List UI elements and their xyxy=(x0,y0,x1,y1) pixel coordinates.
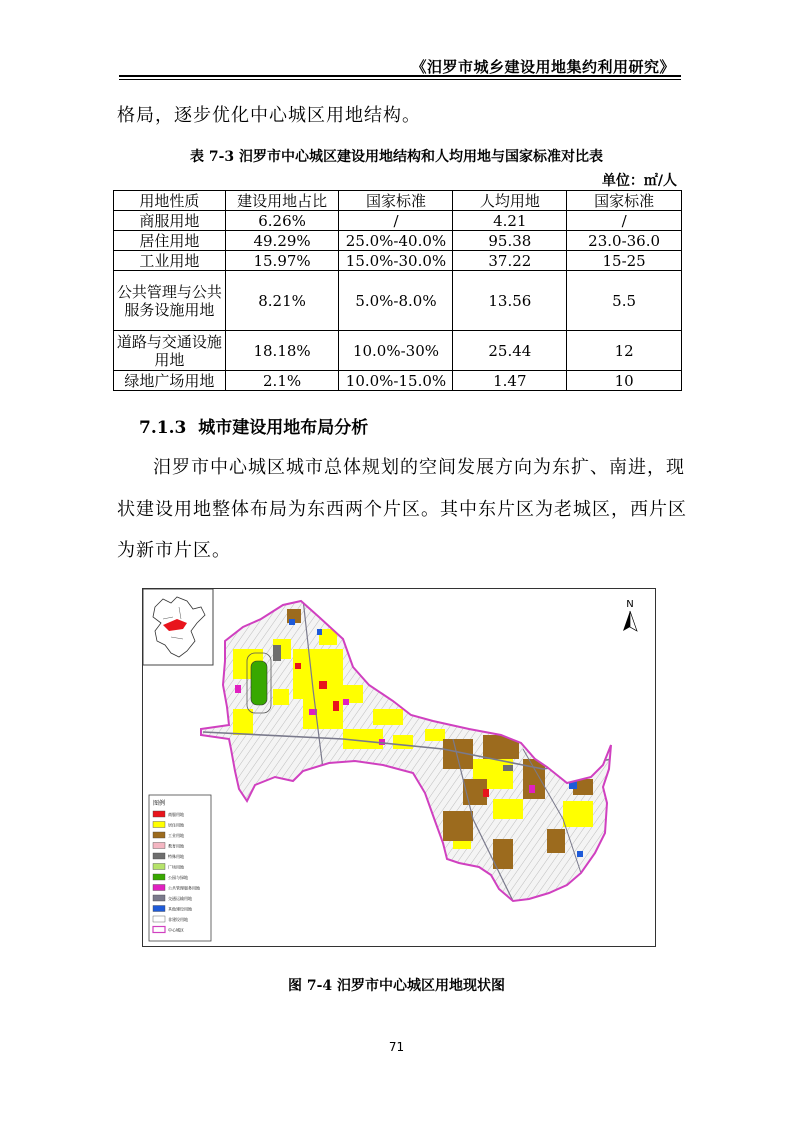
legend-label: 商服用地 xyxy=(168,812,184,817)
table-cell: 居住用地 xyxy=(114,231,226,251)
page-number: 71 xyxy=(388,1040,405,1054)
legend-swatch xyxy=(153,874,165,880)
legend-swatch xyxy=(153,864,165,870)
legend-swatch xyxy=(153,822,165,828)
table-cell: 18.18% xyxy=(225,331,339,371)
table-header-cell: 用地性质 xyxy=(114,191,226,211)
table-cell: 5.0%-8.0% xyxy=(339,271,453,331)
north-label: N xyxy=(626,599,634,610)
land-use-map xyxy=(143,589,655,946)
legend-label: 中心城区 xyxy=(168,927,184,933)
legend-swatch xyxy=(153,832,165,838)
table-cell: 10.0%-15.0% xyxy=(339,371,453,391)
table-row xyxy=(114,371,682,391)
legend-swatch xyxy=(153,853,165,859)
table-cell: 49.29% xyxy=(225,231,339,251)
table-cell: 6.26% xyxy=(225,211,339,231)
legend-label: 工业用地 xyxy=(168,833,184,838)
table-cell: 商服用地 xyxy=(114,211,226,231)
table-cell: 25.44 xyxy=(453,331,567,371)
section-title: 城市建设用地布局分析 xyxy=(198,418,369,438)
table-cell: 37.22 xyxy=(453,251,567,271)
table-cell: 4.21 xyxy=(453,211,567,231)
table-row xyxy=(114,331,682,371)
header-rule-thick xyxy=(119,75,681,77)
table-cell: 绿地广场用地 xyxy=(114,371,226,391)
legend-swatch xyxy=(153,906,165,912)
table-header-cell: 国家标准 xyxy=(567,191,682,211)
intro-paragraph-line: 格局，逐步优化中心城区用地结构。 xyxy=(117,105,421,126)
section-heading xyxy=(139,413,368,438)
legend-swatch xyxy=(153,895,165,901)
legend-label: 居住用地 xyxy=(168,822,184,828)
header-rule-thin xyxy=(119,79,681,80)
table-cell: 95.38 xyxy=(453,231,567,251)
table-header-cell: 人均用地 xyxy=(453,191,567,211)
map-legend xyxy=(149,795,211,941)
table-cell: 1.47 xyxy=(453,371,567,391)
table-row xyxy=(114,251,682,271)
figure-caption: 图 7-4 汨罗市中心城区用地现状图 xyxy=(287,978,506,994)
table-cell: 13.56 xyxy=(453,271,567,331)
land-use-comparison-table xyxy=(113,190,682,391)
table-cell: 15-25 xyxy=(567,251,682,271)
table-cell: 10 xyxy=(567,371,682,391)
table-cell: 2.1% xyxy=(225,371,339,391)
legend-label: 交通运输用地 xyxy=(168,896,192,901)
legend-swatch xyxy=(153,843,165,849)
legend-label: 广场用地 xyxy=(168,864,184,870)
table-header-cell: 国家标准 xyxy=(339,191,453,211)
table-cell: 工业用地 xyxy=(114,251,226,271)
north-arrow-icon xyxy=(623,599,637,631)
table-row xyxy=(114,231,682,251)
table-cell: 公共管理与公共服务设施用地 xyxy=(114,271,226,331)
table-cell: 25.0%-40.0% xyxy=(339,231,453,251)
table-caption: 表 7-3 汨罗市中心城区建设用地结构和人均用地与国家标准对比表 xyxy=(189,149,604,165)
legend-label: 公共管理服务用地 xyxy=(168,885,200,891)
table-row xyxy=(114,211,682,231)
city-land-use-area xyxy=(201,599,613,901)
legend-swatch xyxy=(153,916,165,922)
table-cell: 10.0%-30% xyxy=(339,331,453,371)
table-cell: / xyxy=(567,211,682,231)
land-use-map-figure xyxy=(142,588,656,947)
legend-title: 图例 xyxy=(153,800,166,807)
section-number: 7.1.3 xyxy=(139,418,187,438)
legend-label: 非建设用地 xyxy=(168,917,188,922)
body-paragraph-line: 为新市片区。 xyxy=(117,540,231,561)
inset-locator-map xyxy=(143,589,213,665)
table-cell: 12 xyxy=(567,331,682,371)
legend-label: 其他建设用地 xyxy=(168,906,192,912)
table-cell: 5.5 xyxy=(567,271,682,331)
table-cell: 15.97% xyxy=(225,251,339,271)
table-cell: 道路与交通设施用地 xyxy=(114,331,226,371)
table-header-row xyxy=(114,191,682,211)
legend-label: 公园与绿地 xyxy=(168,875,188,880)
table-cell: 15.0%-30.0% xyxy=(339,251,453,271)
table-cell: 23.0-36.0 xyxy=(567,231,682,251)
table-cell: 8.21% xyxy=(225,271,339,331)
running-header: 《汨罗市城乡建设用地集约利用研究》 xyxy=(411,58,675,76)
body-paragraph-line: 汨罗市中心城区城市总体规划的空间发展方向为东扩、南进，现 xyxy=(153,457,685,478)
legend-swatch xyxy=(153,811,165,817)
table-unit: 单位：㎡/人 xyxy=(601,173,677,189)
body-paragraph-line: 状建设用地整体布局为东西两个片区。其中东片区为老城区，西片区 xyxy=(117,499,687,520)
table-header-cell: 建设用地占比 xyxy=(225,191,339,211)
legend-swatch xyxy=(153,885,165,891)
table-row xyxy=(114,271,682,331)
legend-label: 特殊用地 xyxy=(168,854,184,859)
legend-label: 教育用地 xyxy=(168,843,184,849)
table-cell: / xyxy=(339,211,453,231)
